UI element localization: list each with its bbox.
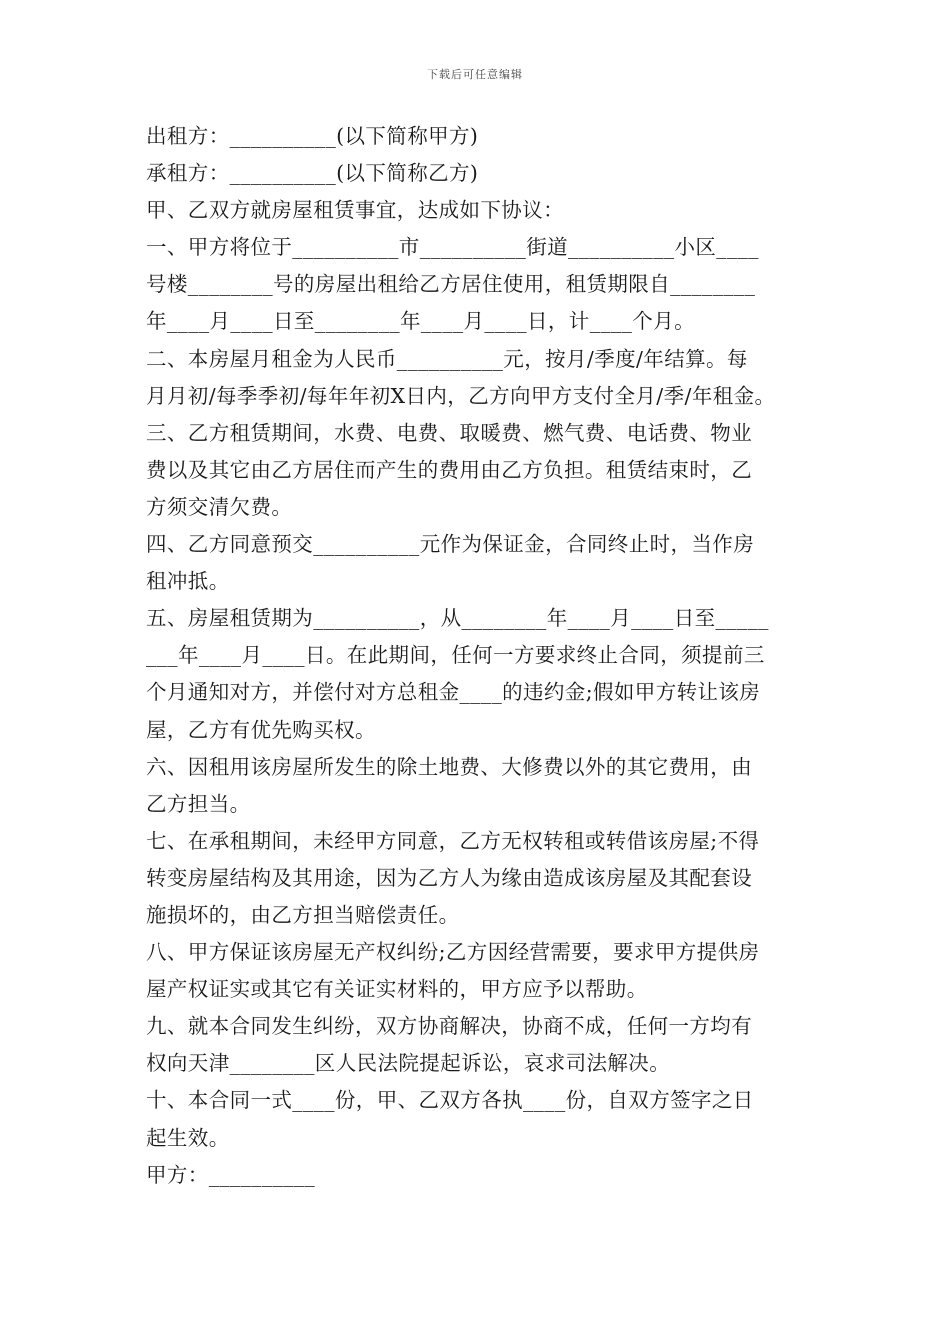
- text-line: 屋产权证实或其它有关证实材料的，甲方应予以帮助。: [146, 977, 648, 1002]
- text-line: 个月通知对方，并偿付对方总租金____的违约金;假如甲方转让该房: [146, 680, 761, 705]
- page-header: 下载后可任意编辑: [427, 68, 523, 81]
- text-line: ___年____月____日。在此期间，任何一方要求终止合同，须提前三: [146, 643, 765, 668]
- text-line: 出租方：__________(以下简称甲方): [146, 124, 479, 148]
- text-line: 号楼________号的房屋出租给乙方居住使用，租赁期限自________: [146, 272, 756, 297]
- text-line: 二、本房屋月租金为人民币__________元，按月/季度/年结算。每: [146, 346, 748, 371]
- text-line: 费以及其它由乙方居住而产生的费用由乙方负担。租赁结束时，乙: [146, 457, 753, 482]
- text-line: 七、在承租期间，未经甲方同意，乙方无权转租或转借该房屋;不得: [146, 828, 760, 853]
- text-line: 四、乙方同意预交__________元作为保证金，合同终止时，当作房: [146, 532, 755, 557]
- text-line: 施损坏的，由乙方担当赔偿责任。: [146, 902, 460, 927]
- contract-body: [146, 118, 811, 1194]
- text-line: 甲、乙双方就房屋租赁事宜，达成如下协议：: [146, 198, 564, 223]
- text-line: 年____月____日至________年____月____日，计____个月。: [146, 309, 695, 334]
- text-line: 屋，乙方有优先购买权。: [146, 717, 376, 742]
- text-line: 一、甲方将位于__________市__________街道__________小区____: [146, 235, 759, 260]
- text-line: 六、因租用该房屋所发生的除土地费、大修费以外的其它费用，由: [146, 754, 753, 779]
- text-line: 五、房屋租赁期为__________，从________年____月____日至_____: [146, 606, 769, 631]
- text-line: 转变房屋结构及其用途，因为乙方人为缘由造成该房屋及其配套设: [146, 865, 753, 890]
- text-line: 承租方：__________(以下简称乙方): [146, 161, 479, 186]
- text-line: 三、乙方租赁期间，水费、电费、取暖费、燃气费、电话费、物业: [146, 420, 753, 445]
- text-line: 租冲抵。: [146, 569, 230, 594]
- text-line: 权向天津________区人民法院提起诉讼，哀求司法解决。: [146, 1051, 671, 1076]
- text-line: 甲方：__________: [146, 1162, 316, 1187]
- text-line: 起生效。: [146, 1125, 230, 1150]
- text-line: 九、就本合同发生纠纷，双方协商解决，协商不成，任何一方均有: [146, 1014, 753, 1039]
- text-line: 八、甲方保证该房屋无产权纠纷;乙方因经营需要，要求甲方提供房: [146, 940, 760, 965]
- text-line: 乙方担当。: [146, 791, 251, 816]
- text-line: 月月初/每季季初/每年年初X日内，乙方向甲方支付全月/季/年租金。: [146, 383, 776, 408]
- text-line: 方须交清欠费。: [146, 494, 293, 519]
- text-line: 十、本合同一式____份，甲、乙双方各执____份，自双方签字之日: [146, 1088, 754, 1113]
